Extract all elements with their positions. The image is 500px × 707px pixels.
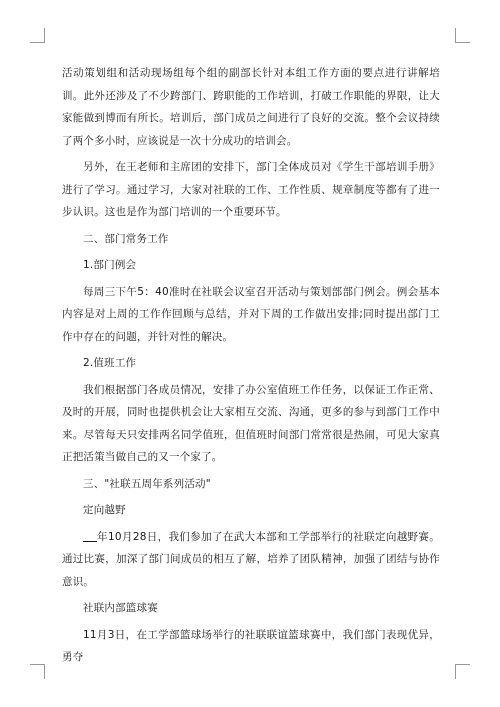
- paragraph: 活动策划组和活动现场组每个组的副部长针对本组工作方面的要点进行讲解培训。此外还涉及了不少跨部门、跨职能的工作培训，打破工作职能的界限，让大家能做到博而有所长。培训后，部门成员之间进行了良好的交流。整个会议持续了两个多小时，应该说是一次十分成功的培训会。: [62, 67, 440, 147]
- blank-underline: [83, 529, 97, 542]
- paragraph: 另外，在王老师和主席团的安排下，部门全体成员对《学生干部培训手册》进行了学习。通过学习，大家对社联的工作、工作性质、规章制度等都有了进一步认识。这也是作为部门培训的一个重要环节。: [62, 161, 440, 218]
- paragraph: 我们根据部门各成员情况，安排了办公室值班工作任务，以保证工作正常、及时的开展，同时也提供机会让大家相互交流、沟通，更多的参与到部门工作中来。尽管每天只安排两名同学值班，但值班时间部门常常很是热闹，可见大家真正把活策当做自己的又一个家了。: [62, 383, 440, 463]
- subsection-heading: 定向越野: [83, 504, 126, 516]
- section-heading: 三、"社联五周年系列活动": [83, 477, 211, 490]
- page-corner-mark: [455, 664, 470, 679]
- subsection-heading: 社联内部篮球赛: [83, 602, 158, 614]
- paragraph: 11月3日，在工学部篮球场举行的社联联谊篮球赛中，我们部门表现优异，勇夺: [62, 628, 440, 663]
- subsection-heading: 2.值班工作: [83, 357, 137, 369]
- page-corner-mark: [30, 28, 45, 43]
- page-corner-mark: [30, 664, 45, 679]
- paragraph: [62, 526, 440, 594]
- section-heading: 二、部门常务工作: [83, 232, 169, 245]
- document-body: [62, 62, 440, 673]
- subsection-heading: 1.部门例会: [83, 259, 137, 271]
- page-corner-mark: [455, 28, 470, 43]
- paragraph: 每周三下午5：40准时在社联会议室召开活动与策划部部门例会。例会基本内容是对上周的工作作回顾与总结，并对下周的工作做出安排;同时提出部门工作中存在的问题，并针对性的解决。: [62, 285, 440, 343]
- paragraph-text: 年10月28日，我们参加了在武大本部和工学部举行的社联定向越野赛。通过比赛，加深了部门间成员的相互了解，培养了团队精神，加强了团结与协作意识。: [62, 530, 440, 588]
